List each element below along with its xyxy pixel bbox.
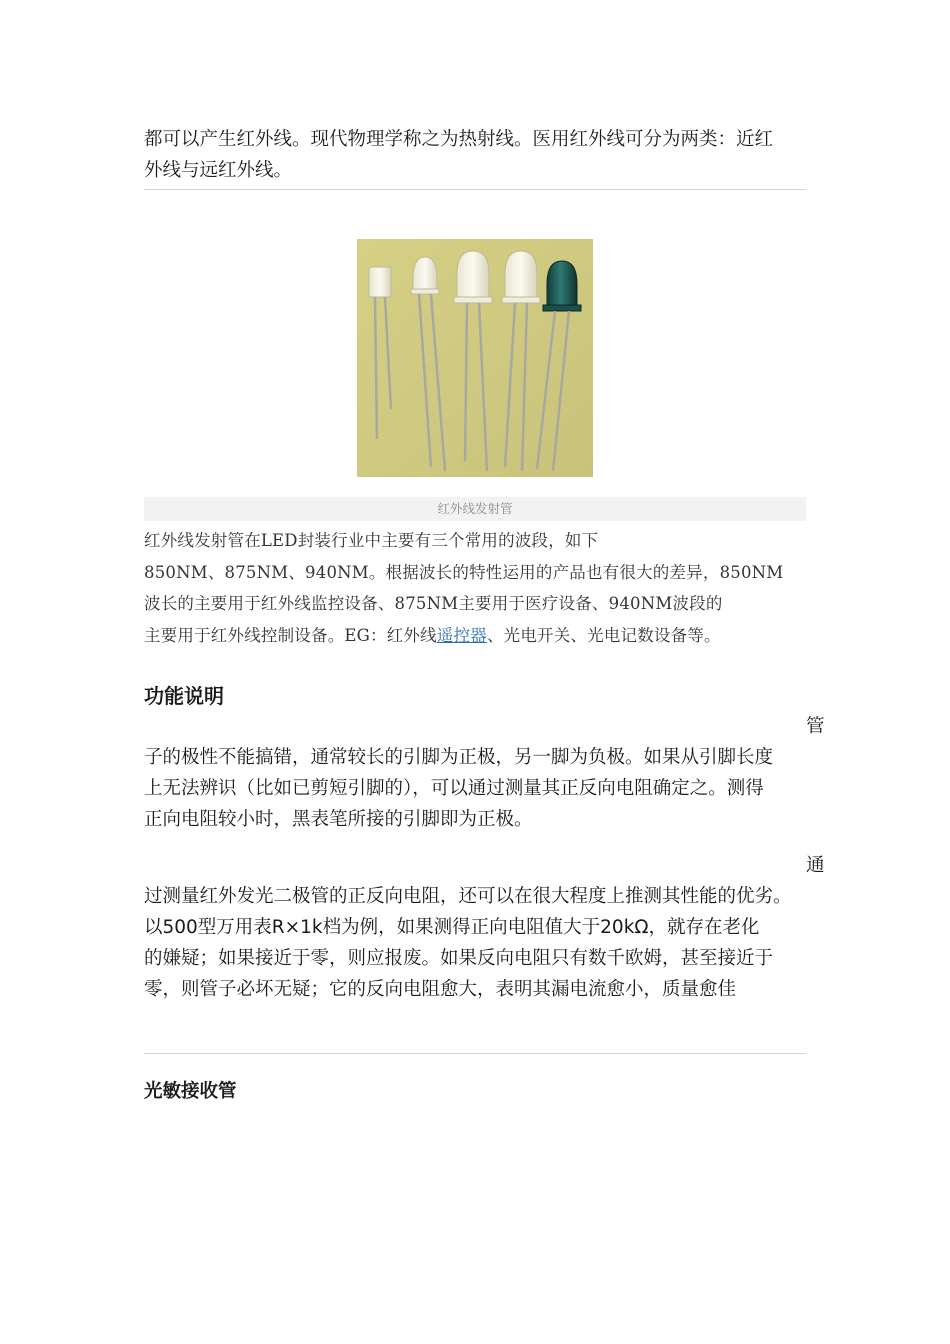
intro-line: 都可以产生红外线。现代物理学称之为热射线。医用红外线可分为两类：近红 (144, 129, 774, 150)
paragraph-line: 上无法辨识（比如已剪短引脚的），可以通过测量其正反向电阻确定之。测得 (144, 778, 764, 799)
paragraph-line: 正向电阻较小时，黑表笔所接的引脚即为正极。 (144, 809, 533, 830)
infrared-led-photo (357, 239, 593, 477)
paragraph-line: 过测量红外发光二极管的正反向电阻，还可以在很大程度上推测其性能的优劣。 (144, 886, 792, 907)
description-text: 、光电开关、光电记数设备等。 (486, 625, 721, 645)
led-illustration (357, 239, 593, 477)
description-line: 波长的主要用于红外线监控设备、875NM主要用于医疗设备、940NM波段的 (144, 594, 723, 613)
paragraph-first-char: 管 (806, 716, 825, 737)
led-description (144, 525, 806, 651)
figure-caption: 红外线发射管 (144, 497, 806, 521)
remote-control-link[interactable]: 遥控器 (436, 625, 487, 645)
paragraph-first-char: 通 (806, 855, 825, 876)
divider (144, 1053, 806, 1054)
intro-paragraph (144, 124, 806, 186)
description-line: 红外线发射管在LED封装行业中主要有三个常用的波段，如下 (144, 531, 599, 550)
intro-line: 外线与远红外线。 (144, 160, 293, 181)
paragraph-line: 以500型万用表R×1k档为例，如果测得正向电阻值大于20kΩ，就存在老化 (144, 917, 760, 938)
description-line (144, 620, 806, 652)
polarity-paragraph (144, 742, 806, 835)
section-heading-function: 功能说明 (144, 684, 224, 708)
paragraph-line: 子的极性不能搞错，通常较长的引脚为正极，另一脚为负极。如果从引脚长度 (144, 747, 774, 768)
resistance-paragraph (144, 881, 806, 1005)
paragraph-line: 零，则管子必坏无疑；它的反向电阻愈大，表明其漏电流愈小，质量愈佳 (144, 979, 737, 1000)
paragraph-line: 的嫌疑；如果接近于零，则应报废。如果反向电阻只有数千欧姆，甚至接近于 (144, 948, 774, 969)
description-text: 主要用于红外线控制设备。EG：红外线 (144, 625, 437, 645)
divider (144, 189, 806, 190)
section-heading-receiver: 光敏接收管 (144, 1081, 237, 1102)
description-line: 850NM、875NM、940NM。根据波长的特性运用的产品也有很大的差异，850NM (144, 562, 784, 582)
